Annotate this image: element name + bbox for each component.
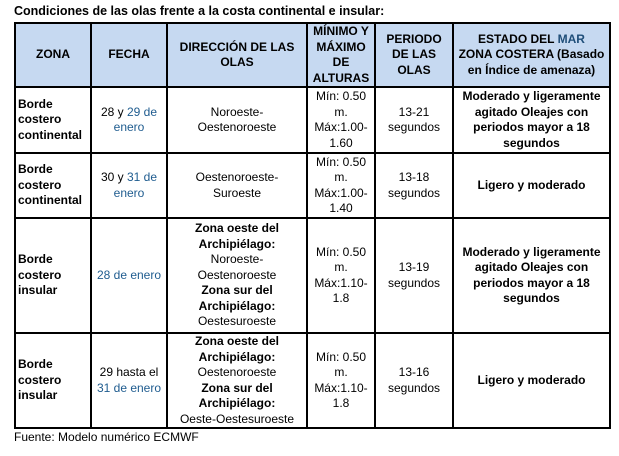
- altura-line: 1.8: [332, 396, 350, 410]
- direccion-line: Noroeste-: [210, 252, 264, 267]
- table-row: [15, 87, 610, 153]
- header-estado-rest: ZONA COSTERA (Basado en Índice de amenaza): [458, 47, 605, 77]
- direccion-line: Oestenoroeste-: [195, 170, 279, 184]
- alturas-cell: [307, 153, 375, 218]
- alturas-cell: [307, 333, 375, 428]
- altura-line: m.: [334, 170, 348, 184]
- header-direccion: DIRECCIÓN DE LAS OLAS: [167, 23, 307, 87]
- header-zona: ZONA: [15, 23, 91, 87]
- header-estado-mar: MAR: [557, 31, 585, 46]
- periodo-cell: 13-19 segundos: [375, 218, 453, 333]
- page-title: Condiciones de las olas frente a la costa continental e insular:: [14, 4, 385, 18]
- header-fecha: FECHA: [91, 23, 167, 87]
- altura-line: Máx:1.10-: [314, 380, 368, 395]
- zona-cell: Borde costero continental: [15, 87, 91, 153]
- fecha-cell: [91, 333, 167, 428]
- fecha-prefix: 28 y: [100, 104, 124, 119]
- direccion-line: Noroeste-: [210, 104, 264, 119]
- direccion-line: Oestenoroeste: [197, 120, 277, 134]
- estado-cell: Moderado y ligeramente agitado Oleajes con periodos mayor a 18 segundos: [453, 218, 610, 333]
- direccion-cell: [167, 153, 307, 218]
- direccion-line: Oestenoroeste: [197, 267, 277, 282]
- altura-line: m.: [334, 365, 348, 379]
- table-row: [15, 218, 610, 333]
- altura-line: Máx:1.00-: [314, 185, 368, 200]
- direccion-cell: [167, 218, 307, 333]
- direccion-line: Zona oeste del: [194, 334, 280, 348]
- zona-cell: Borde costero continental: [15, 153, 91, 218]
- fecha-prefix: 29 hasta el: [99, 365, 159, 379]
- direccion-cell: [167, 333, 307, 428]
- header-alturas: MÍNIMO Y MÁXIMO DE ALTURAS: [307, 23, 375, 87]
- fecha-date: 29 de enero: [113, 104, 158, 134]
- estado-cell: Moderado y ligeramente agitado Oleajes con periodos mayor a 18 segundos: [453, 87, 610, 153]
- altura-line: m.: [334, 104, 348, 119]
- altura-line: Mín: 0.50: [315, 349, 367, 364]
- header-row: [15, 23, 610, 87]
- direccion-line: Suroeste: [212, 185, 262, 200]
- altura-line: Mín: 0.50: [315, 154, 367, 169]
- altura-line: m.: [334, 260, 348, 274]
- direccion-line: Zona sur del: [201, 380, 273, 395]
- zona-cell: Borde costero insular: [15, 218, 91, 333]
- table-row: [15, 153, 610, 218]
- altura-line: Mín: 0.50: [315, 89, 367, 103]
- alturas-cell: [307, 87, 375, 153]
- direccion-line: Oestesuroeste: [197, 314, 277, 329]
- altura-line: Máx:1.00-: [314, 120, 368, 134]
- fecha-date: 31 de enero: [96, 380, 162, 395]
- direccion-cell: [167, 87, 307, 153]
- table-row: [15, 333, 610, 428]
- direccion-line: Zona sur del: [201, 283, 273, 298]
- fecha-date: 28 de enero: [96, 267, 162, 282]
- altura-line: 1.8: [332, 291, 350, 305]
- fecha-cell: [91, 153, 167, 218]
- estado-cell: Ligero y moderado: [453, 333, 610, 428]
- direccion-line: Archipiélago:: [198, 236, 276, 251]
- direccion-line: Archipiélago:: [198, 396, 276, 410]
- wave-conditions-table: [14, 22, 611, 429]
- header-estado-prefix: ESTADO DEL: [478, 31, 555, 46]
- source-footer: Fuente: Modelo numérico ECMWF: [14, 430, 199, 444]
- fecha-cell: [91, 87, 167, 153]
- fecha-prefix: 30 y: [100, 170, 124, 184]
- direccion-line: Archipiélago:: [198, 298, 276, 313]
- zona-cell: Borde costero insular: [15, 333, 91, 428]
- header-periodo: PERIODO DE LAS OLAS: [375, 23, 453, 87]
- periodo-cell: 13-18 segundos: [375, 153, 453, 218]
- header-estado: [453, 23, 610, 87]
- altura-line: Mín: 0.50: [315, 244, 367, 259]
- direccion-line: Archipiélago:: [198, 349, 276, 364]
- alturas-cell: [307, 218, 375, 333]
- altura-line: 1.40: [329, 201, 353, 215]
- direccion-line: Zona oeste del: [194, 221, 280, 236]
- altura-line: 1.60: [329, 135, 353, 150]
- periodo-cell: 13-16 segundos: [375, 333, 453, 428]
- fecha-date: 31 de enero: [113, 170, 158, 200]
- periodo-cell: 13-21 segundos: [375, 87, 453, 153]
- direccion-line: Oestenoroeste: [197, 365, 277, 379]
- direccion-line: Oeste-Oestesuroeste: [179, 411, 295, 426]
- estado-cell: Ligero y moderado: [453, 153, 610, 218]
- altura-line: Máx:1.10-: [314, 275, 368, 290]
- fecha-cell: [91, 218, 167, 333]
